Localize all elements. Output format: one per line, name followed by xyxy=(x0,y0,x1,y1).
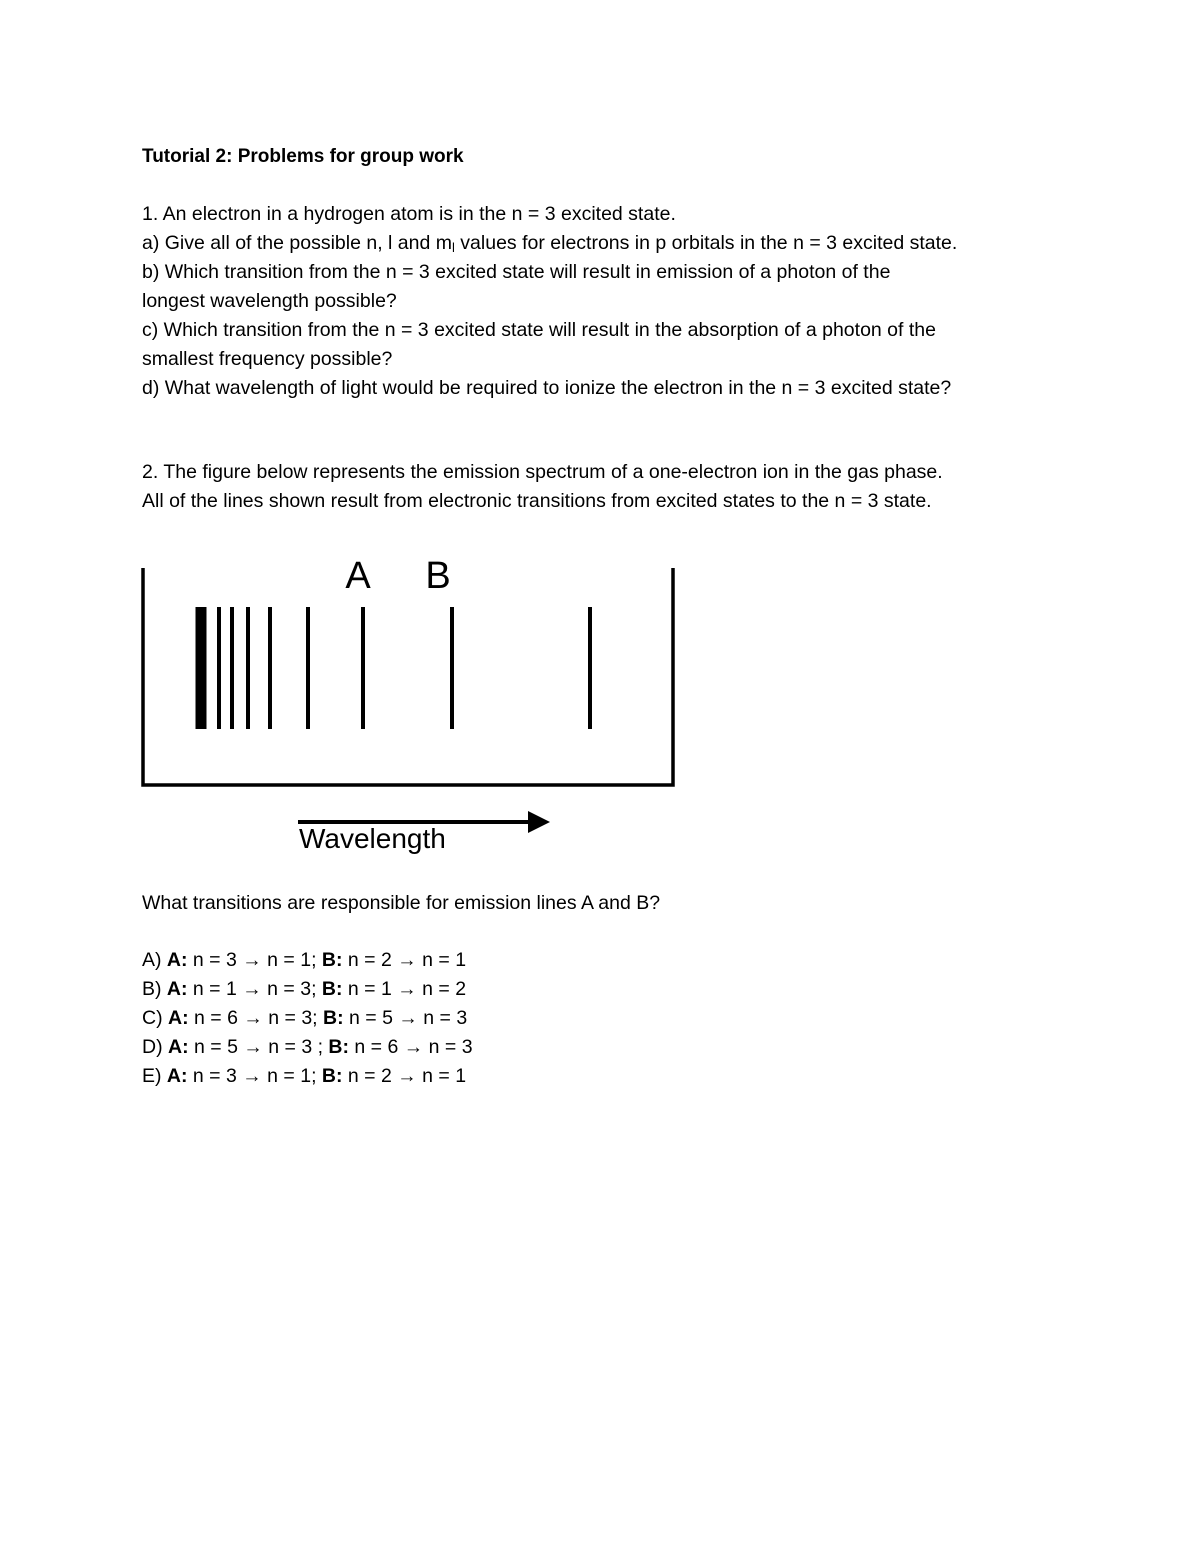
option-line-a-label: A: xyxy=(168,1007,189,1029)
answer-option-b xyxy=(142,975,473,1004)
option-line-a-label: A: xyxy=(166,978,188,1000)
problem-1-part-c-line-1: c) Which transition from the n = 3 excited state will result in the absorption of a photon of the xyxy=(142,319,936,341)
line-b-label: B xyxy=(425,555,451,597)
problem-2-line-1: 2. The figure below represents the emission spectrum of a one-electron ion in the gas phase. xyxy=(142,461,943,483)
option-line-a-transition: n = 1 → n = 3; xyxy=(187,978,322,1000)
option-line-a-label: A: xyxy=(166,949,188,971)
problem-2-line-2: All of the lines shown result from electronic transitions from excited states to the n = 3 state. xyxy=(142,490,932,512)
answer-option-c xyxy=(142,1004,473,1033)
option-line-a-transition: n = 5 → n = 3 ; xyxy=(188,1036,329,1058)
option-line-a-label: A: xyxy=(166,1065,188,1087)
option-letter: E) xyxy=(142,1065,167,1087)
wavelength-axis-label: Wavelength xyxy=(299,823,446,854)
answer-option-e xyxy=(142,1062,473,1091)
option-line-b-label: B: xyxy=(321,978,343,1000)
problem-2 xyxy=(142,458,943,516)
option-letter: A) xyxy=(142,949,167,971)
part-a-text-start: a) Give all of the possible n, l and m xyxy=(142,232,452,254)
option-line-b-transition: n = 6 → n = 3 xyxy=(349,1036,473,1058)
part-a-text-end: values for electrons in p orbitals in the n = 3 excited state. xyxy=(454,232,958,254)
option-line-b-label: B: xyxy=(328,1036,349,1058)
problem-1-part-b-line-1: b) Which transition from the n = 3 excited state will result in emission of a photon of the xyxy=(142,261,891,283)
spectrum-frame xyxy=(143,568,673,785)
option-letter: C) xyxy=(142,1007,168,1029)
wavelength-arrow-head xyxy=(528,811,550,833)
question-text xyxy=(142,889,660,918)
option-line-a-transition: n = 3 → n = 1; xyxy=(187,1065,322,1087)
option-line-a-transition: n = 6 → n = 3; xyxy=(188,1007,323,1029)
answer-option-d xyxy=(142,1033,473,1062)
part-a-subscript: l xyxy=(452,240,455,255)
line-a-label: A xyxy=(345,555,371,597)
option-letter: B) xyxy=(142,978,167,1000)
page-title: Tutorial 2: Problems for group work xyxy=(142,146,464,167)
option-line-b-label: B: xyxy=(321,949,343,971)
option-line-b-label: B: xyxy=(323,1007,344,1029)
option-line-b-label: B: xyxy=(321,1065,343,1087)
problem-1-part-c-line-2: smallest frequency possible? xyxy=(142,348,393,370)
option-line-a-transition: n = 3 → n = 1; xyxy=(187,949,322,971)
question-line: What transitions are responsible for emission lines A and B? xyxy=(142,892,661,914)
option-line-b-transition: n = 5 → n = 3 xyxy=(343,1007,468,1029)
option-line-b-transition: n = 1 → n = 2 xyxy=(342,978,467,1000)
problem-1-intro: 1. An electron in a hydrogen atom is in the n = 3 excited state. xyxy=(142,203,676,225)
problem-1-part-b-line-2: longest wavelength possible? xyxy=(142,290,397,312)
problem-1-part-a xyxy=(142,229,957,258)
answer-option-a xyxy=(142,946,473,975)
option-letter: D) xyxy=(142,1036,168,1058)
answer-options xyxy=(142,946,473,1091)
option-line-b-transition: n = 2 → n = 1 xyxy=(342,949,467,971)
option-line-b-transition: n = 2 → n = 1 xyxy=(342,1065,467,1087)
problem-1 xyxy=(142,200,957,403)
option-line-a-label: A: xyxy=(168,1036,189,1058)
problem-1-part-d: d) What wavelength of light would be required to ionize the electron in the n = 3 excited state? xyxy=(142,377,952,399)
